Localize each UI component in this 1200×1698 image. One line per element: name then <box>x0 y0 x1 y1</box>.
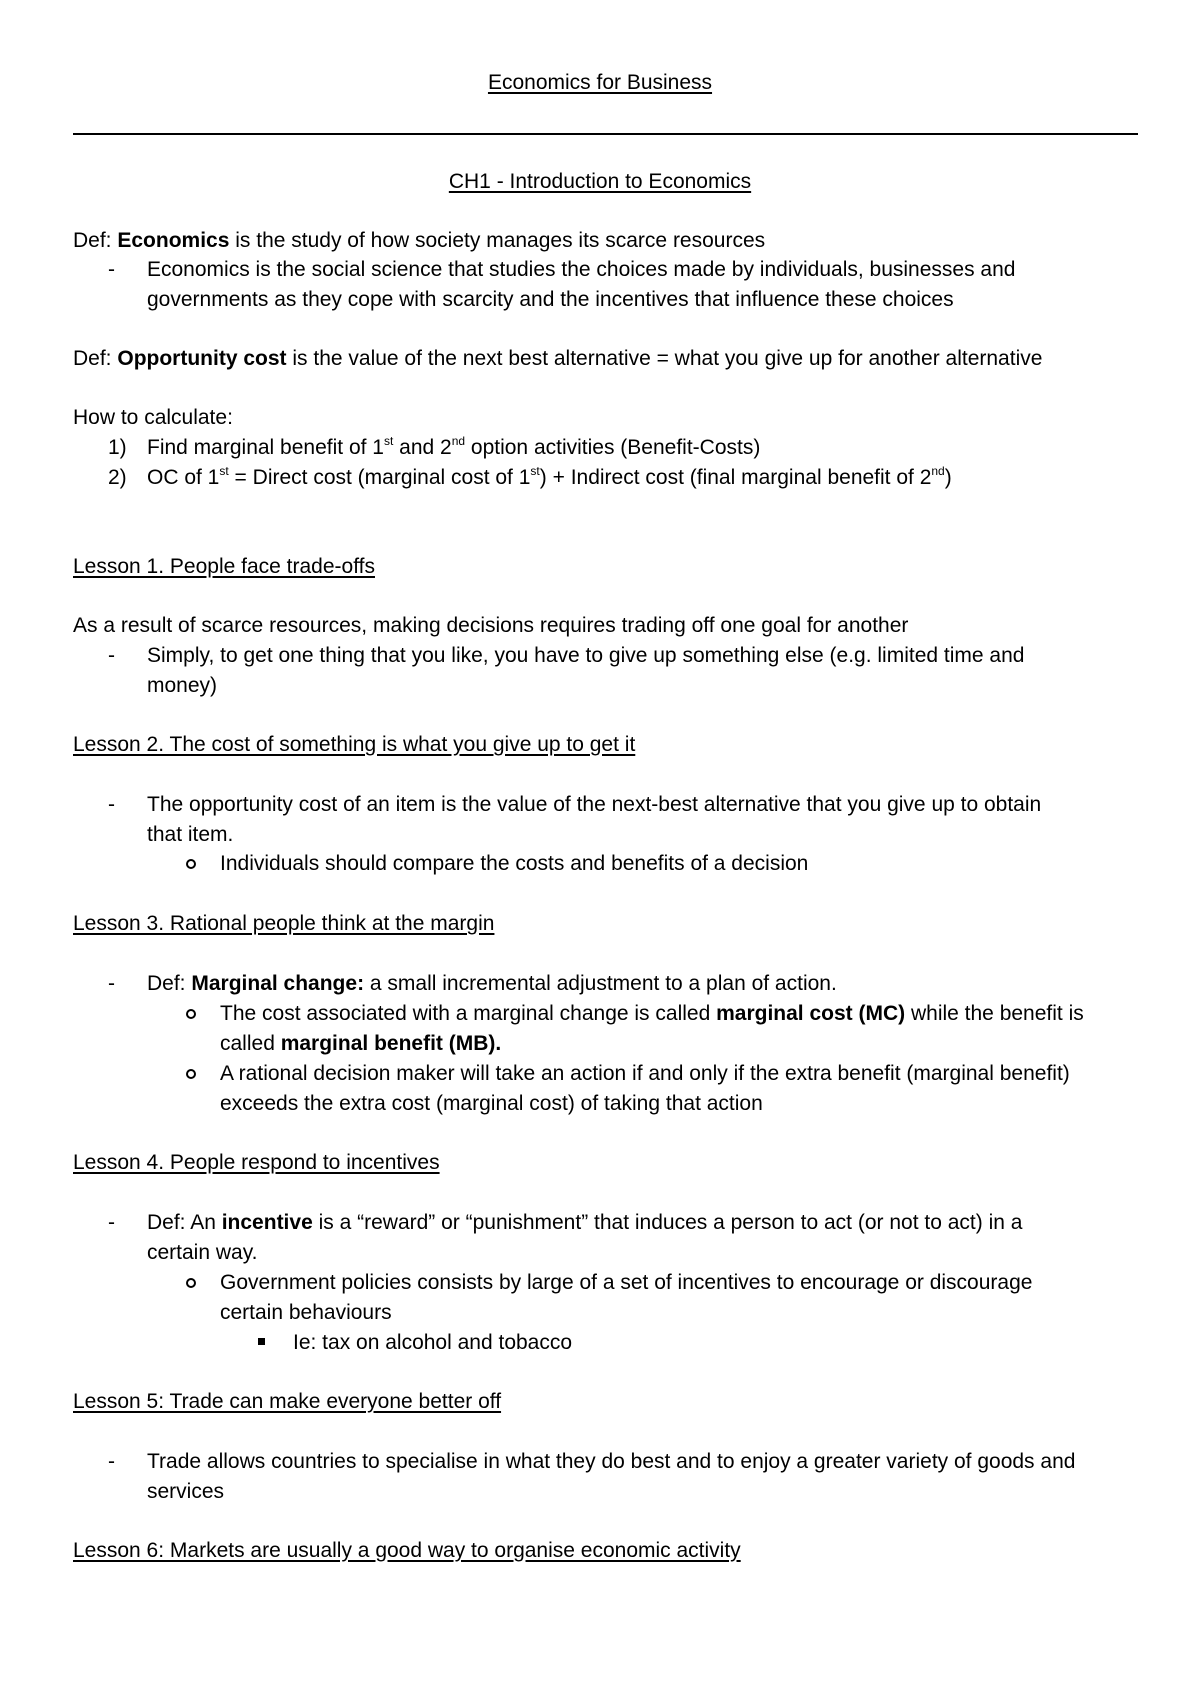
list-number: 2) <box>108 466 127 489</box>
circle-bullet <box>186 1278 196 1288</box>
calc-step-1: Find marginal benefit of 1st and 2nd option activities (Benefit-Costs) <box>147 434 761 459</box>
lesson-2-bullet-2: that item. <box>147 823 234 846</box>
lesson-5-heading: Lesson 5: Trade can make everyone better off <box>73 1390 502 1413</box>
lesson-6-heading: Lesson 6: Markets are usually a good way to organise economic activity <box>73 1539 741 1562</box>
square-bullet <box>258 1338 265 1345</box>
calc-step-2: OC of 1st = Direct cost (marginal cost of 1st) + Indirect cost (final marginal benefit of 2nd) <box>147 464 952 489</box>
lesson-2-sub-1: Individuals should compare the costs and benefits of a decision <box>220 852 809 875</box>
lesson-4-subsub-1: Ie: tax on alcohol and tobacco <box>293 1331 573 1354</box>
lesson-3-heading: Lesson 3. Rational people think at the margin <box>73 912 495 935</box>
lesson-1-bullet-1: Simply, to get one thing that you like, you have to give up something else (e.g. limited time and <box>147 644 1025 667</box>
dash-bullet: - <box>108 1450 115 1473</box>
dash-bullet: - <box>108 258 115 281</box>
dash-bullet: - <box>108 1211 115 1234</box>
lesson-5-bullet-1: Trade allows countries to specialise in what they do best and to enjoy a greater variety of goods and <box>147 1450 1076 1473</box>
economics-definition-detail-1: Economics is the social science that studies the choices made by individuals, businesses and <box>147 258 1016 281</box>
circle-bullet <box>186 1009 196 1019</box>
economics-definition-detail-2: governments as they cope with scarcity and the incentives that influence these choices <box>147 288 954 311</box>
document-title: Economics for Business <box>487 71 713 94</box>
lesson-3-sub-2-line-2: exceeds the extra cost (marginal cost) of taking that action <box>220 1092 763 1115</box>
definition-opportunity-cost: Def: Opportunity cost is the value of the next best alternative = what you give up for another alternative <box>73 347 1043 370</box>
dash-bullet: - <box>108 644 115 667</box>
dash-bullet: - <box>108 972 115 995</box>
lesson-1-heading: Lesson 1. People face trade-offs <box>73 555 375 578</box>
title-divider <box>73 133 1138 135</box>
lesson-3-sub-1-line-1: The cost associated with a marginal change is called marginal cost (MC) while the benefit is <box>220 1002 1084 1025</box>
lesson-4-bullet-1: Def: An incentive is a “reward” or “punishment” that induces a person to act (or not to act) in a <box>147 1211 1023 1234</box>
lesson-3-sub-2-line-1: A rational decision maker will take an action if and only if the extra benefit (marginal benefit) <box>220 1062 1070 1085</box>
lesson-2-heading: Lesson 2. The cost of something is what you give up to get it <box>73 733 636 756</box>
lesson-3-sub-1-line-2: called marginal benefit (MB). <box>220 1032 502 1055</box>
lesson-5-bullet-2: services <box>147 1480 225 1503</box>
lesson-4-sub-1-line-2: certain behaviours <box>220 1301 392 1324</box>
lesson-3-bullet-1: Def: Marginal change: a small incremental adjustment to a plan of action. <box>147 972 837 995</box>
how-to-calculate-heading: How to calculate: <box>73 406 233 429</box>
list-number: 1) <box>108 436 127 459</box>
lesson-1-text: As a result of scarce resources, making decisions requires trading off one goal for another <box>73 614 909 637</box>
lesson-4-sub-1-line-1: Government policies consists by large of a set of incentives to encourage or discourage <box>220 1271 1033 1294</box>
dash-bullet: - <box>108 793 115 816</box>
chapter-heading: CH1 - Introduction to Economics <box>448 170 752 193</box>
lesson-4-bullet-2: certain way. <box>147 1241 258 1264</box>
definition-economics: Def: Economics is the study of how society manages its scarce resources <box>73 229 766 252</box>
lesson-1-bullet-2: money) <box>147 674 218 697</box>
lesson-4-heading: Lesson 4. People respond to incentives <box>73 1151 440 1174</box>
lesson-2-bullet-1: The opportunity cost of an item is the value of the next-best alternative that you give up to obtain <box>147 793 1042 816</box>
circle-bullet <box>186 859 196 869</box>
circle-bullet <box>186 1069 196 1079</box>
